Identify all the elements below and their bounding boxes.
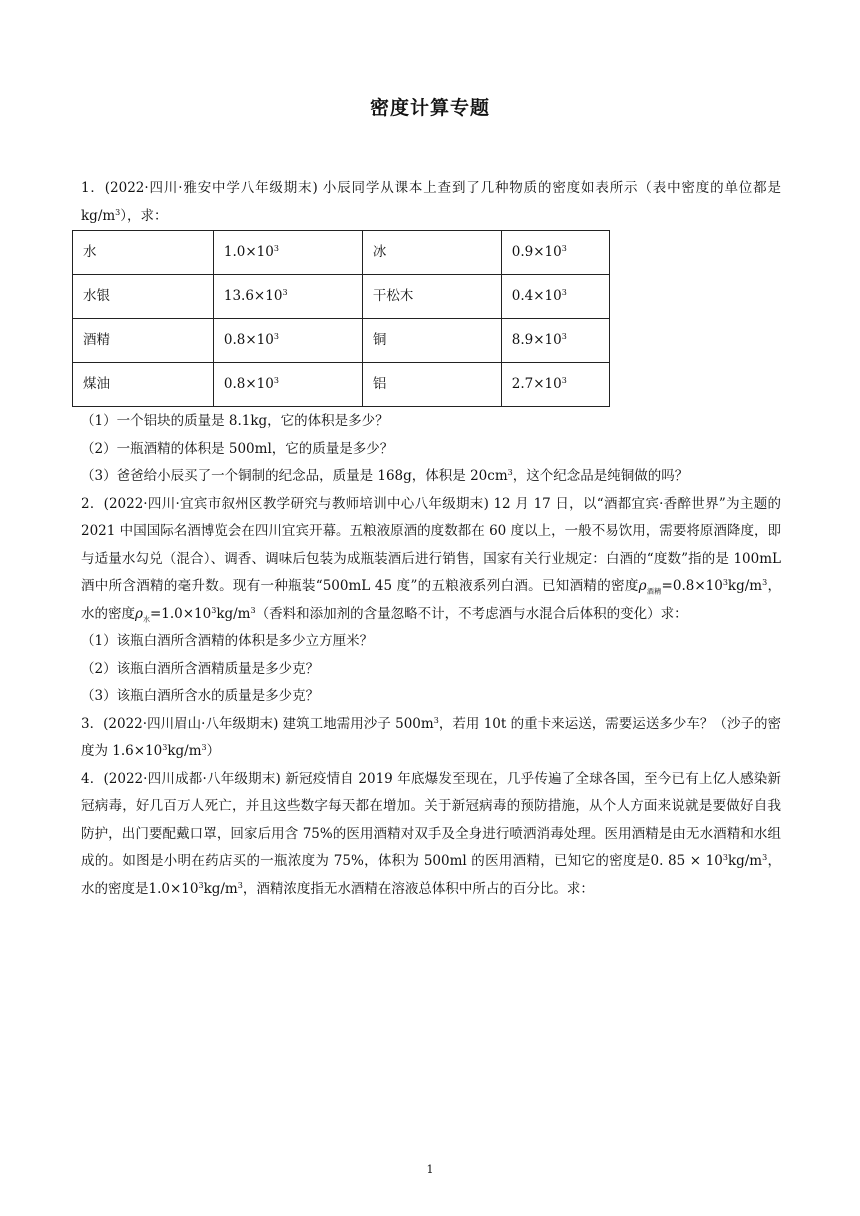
page-title: 密度计算专题 — [369, 97, 490, 119]
question-2-part-1: （1）该瓶白酒所含酒精的体积是多少立方厘米？ — [81, 633, 374, 649]
question-2-stem: 2．(2022·四川·宜宾市叙州区教学研究与教师培训中心八年级期末) 12 月 17 日，以“酒都宜宾·香醉世界”为主题的 2021 中国国际名酒博览会在四川宜宾开幕。五粮液原酒的度数都在 60 度以上，一般不易饮用，需要将原酒降度，即与适量水勾兑（混合）、调香、调味后包装为成瓶装酒后进行销售，国家有关行业规定：白酒的“度数”指的是 100mL 酒中所含酒精的毫升数。现有一种瓶装“500mL 45 度”的五粮液系列白酒。已知酒精的密度$\rho_{酒精}=0.8\times 10^3kg/m^3$，水的密度$\rho_水=1.0\times 10^3kg/m^3$（香料和添加剂的含量忽略不计，不考虑酒与水混合后体积的变化）求： — [81, 495, 781, 624]
question-1-stem: 1．(2022·四川·雅安中学八年级期末) 小辰同学从课本上查到了几种物质的密度如表所示（表中密度的单位都是 $kg/m^3$），求： — [81, 180, 781, 224]
page-number: 1 — [426, 1163, 434, 1176]
question-4-stem: 4．(2022·四川成都·八年级期末) 新冠疫情自 2019 年底爆发至现在，几乎传遍了全球各国，至今已有上亿人感染新冠病毒，好几百万人死亡，并且这些数字每天都在增加。关于新冠病毒的预防措施，从个人方面来说就是要做好自我防护，出门要配戴口罩，回家后用含 75%的医用酒精对双手及全身进行喷洒消毒处理。医用酒精是由无水酒精和水组成的。如图是小明在药店买的一瓶浓度为 75%，体积为 500ml 的医用酒精，已知它的密度是0. $85 \times 10^3kg/m^3$，水的密度是$1.0\times 10^3kg/m^3$，酒精浓度指无水酒精在溶液总体积中所占的百分比。求： — [81, 770, 781, 897]
question-1-part-1: （1）一个铝块的质量是 8.1kg，它的体积是多少？ — [81, 413, 389, 429]
question-2-part-3: （3）该瓶白酒所含水的质量是多少克？ — [81, 688, 320, 704]
table-row: 水银 $13.6\times 10^3$ 干松木 $0.4\times 10^3$ — [73, 275, 610, 319]
question-1-part-3: （3）爸爸给小辰买了一个铜制的纪念品，质量是 168g，体积是 $20cm^3$，这个纪念品是纯铜做的吗？ — [81, 468, 689, 484]
question-1-part-2: （2）一瓶酒精的体积是 500ml，它的质量是多少？ — [81, 440, 394, 457]
rho-water-symbol: $\rho_水$ — [135, 605, 150, 624]
question-3-stem: 3．(2022·四川眉山·八年级期末) 建筑工地需用沙子 $500m^3$，若用 10t 的重卡来运送，需要运送多少车？（沙子的密度为 $1.6\times 10^3kg/m^3$） — [81, 715, 782, 759]
question-2-part-2: （2）该瓶白酒所含酒精质量是多少克？ — [81, 660, 320, 677]
rho-alcohol-symbol: $\rho_{酒精}$ — [638, 578, 662, 596]
table-row: 水 $1.0\times 10^3$ 冰 $0.9\times 10^3$ — [73, 231, 610, 275]
table-row: 酒精 $0.8\times 10^3$ 铜 $8.9\times 10^3$ — [73, 319, 610, 363]
document-body — [81, 175, 781, 903]
density-table — [72, 230, 610, 407]
table-row: 煤油 $0.8\times 10^3$ 铝 $2.7\times 10^3$ — [73, 363, 610, 407]
